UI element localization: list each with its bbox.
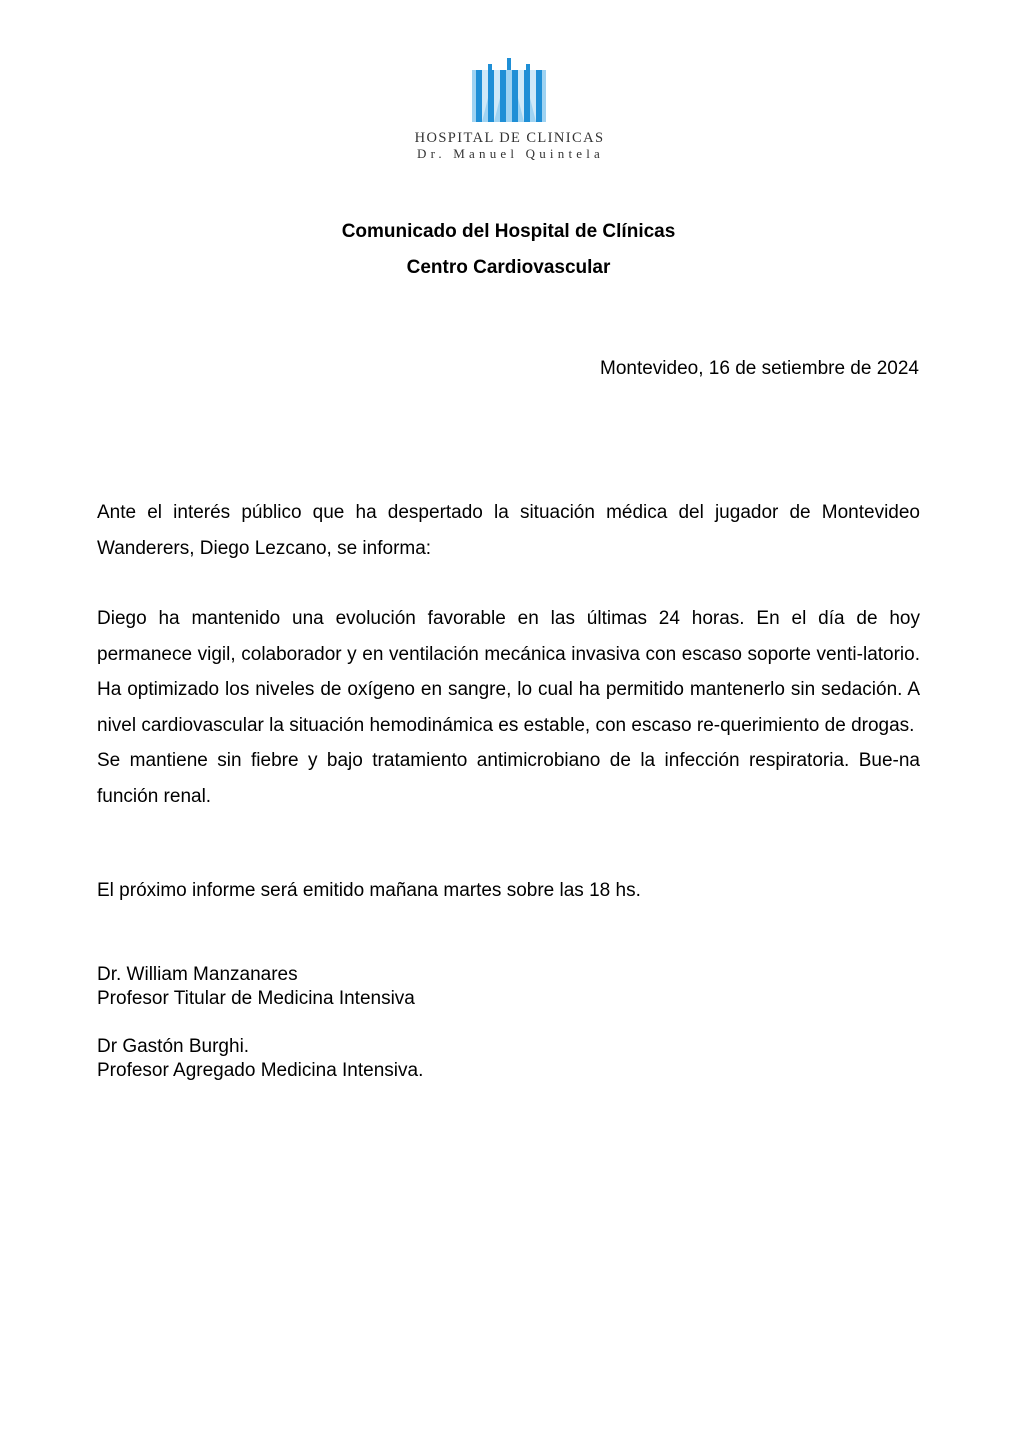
- signature-name: Dr Gastón Burghi.: [97, 1036, 250, 1057]
- signature-block: [97, 1035, 423, 1083]
- signature-block: [97, 963, 415, 1011]
- paragraph: El próximo informe será emitido mañana martes sobre las 18 hs.: [97, 880, 641, 901]
- document-title: Comunicado del Hospital de Clínicas: [341, 221, 676, 242]
- paragraph-next-report: [97, 873, 920, 909]
- hospital-logo: [0, 58, 1017, 162]
- signature-name: Dr. William Manzanares: [97, 964, 298, 985]
- document-title-block: [0, 214, 1017, 286]
- paragraph-intro: [97, 495, 920, 566]
- paragraph: Diego ha mantenido una evolución favorable en las últimas 24 horas. En el día de hoy permanece vigil, colaborador y en ventilación mecánica invasiva con escaso soporte venti-latorio. Ha optimizado los niveles de oxígeno en sangre, lo cual ha permitido mantenerlo sin sedación. A nivel cardiovascular la situación hemodinámica es estable, con escaso re-querimiento de drogas.: [97, 608, 920, 736]
- logo-subtitle: Dr. Manuel Quintela: [416, 146, 605, 161]
- document-date: Montevideo, 16 de setiembre de 2024: [600, 358, 919, 379]
- paragraph: Se mantiene sin fiebre y bajo tratamiento antimicrobiano de la infección respiratoria. Bue-na función renal.: [97, 750, 920, 807]
- logo-name: HOSPITAL DE CLINICAS: [414, 130, 605, 146]
- document-subtitle: Centro Cardiovascular: [406, 257, 611, 278]
- paragraph-evolution: [97, 601, 920, 814]
- hospital-logo-icon: [472, 58, 546, 122]
- signature-role: Profesor Titular de Medicina Intensiva: [97, 988, 415, 1009]
- signature-role: Profesor Agregado Medicina Intensiva.: [97, 1060, 424, 1081]
- paragraph: Ante el interés público que ha despertado la situación médica del jugador de Montevideo Wanderers, Diego Lezcano, se informa:: [97, 502, 920, 559]
